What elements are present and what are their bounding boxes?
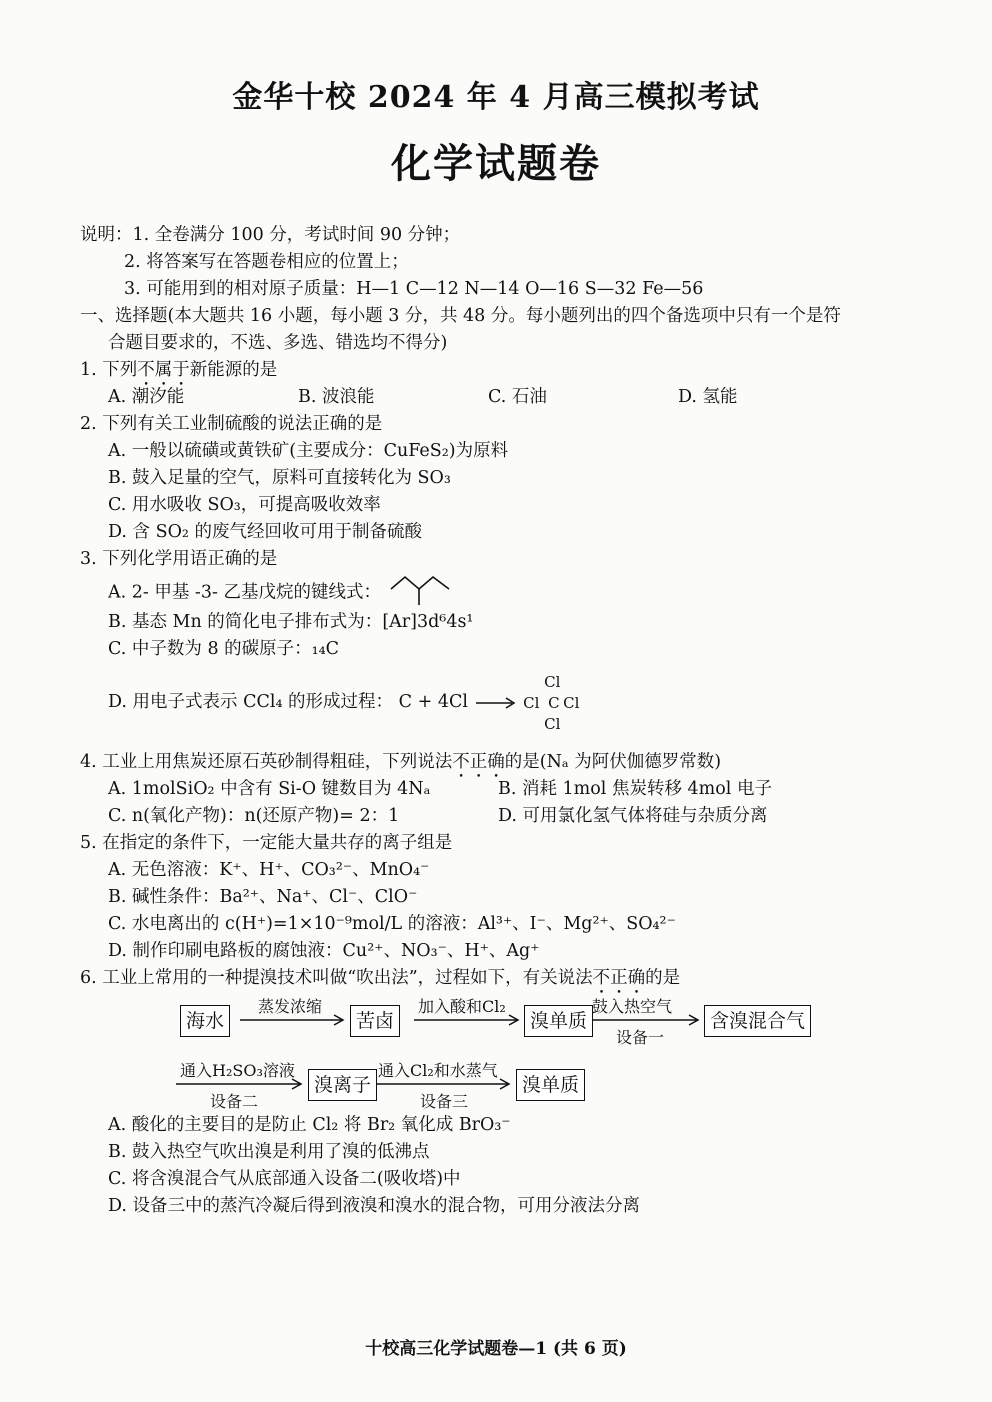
question-5-option-b: B. 碱性条件：Ba²⁺、Na⁺、Cl⁻、ClO⁻ <box>108 887 418 907</box>
question-6-option-a: A. 酸化的主要目的是防止 Cl₂ 将 Br₂ 氧化成 BrO₃⁻ <box>108 1115 511 1135</box>
flow-step-1: 蒸发浓缩 <box>258 997 323 1016</box>
question-3-stem: 3. 下列化学用语正确的是 <box>80 549 278 569</box>
option-c: C. n(氧化产物)：n(还原产物)= 2：1 <box>108 806 400 826</box>
flow-box-bittern: 苦卤 <box>350 1005 400 1037</box>
question-4-options-cd <box>80 803 940 830</box>
question-4-options-ab <box>80 776 940 803</box>
question-2-stem: 2. 下列有关工业制硫酸的说法正确的是 <box>80 414 383 434</box>
option-c: C. 石油 <box>488 387 547 407</box>
emphasis-text: 不正确 <box>592 968 646 988</box>
option-a: A. 潮汐能 <box>108 387 185 407</box>
flow-box-bromine-gas: 含溴混合气 <box>704 1005 811 1037</box>
question-3-option-b: B. 基态 Mn 的简化电子排布式为：[Ar]3d⁶4s¹ <box>108 612 474 632</box>
question-5-stem: 5. 在指定的条件下，一定能大量共存的离子组是 <box>80 833 453 853</box>
question-6-option-d: D. 设备三中的蒸汽冷凝后得到液溴和溴水的混合物，可用分液法分离 <box>108 1196 641 1216</box>
flow-box-bromine-1: 溴单质 <box>524 1005 593 1037</box>
section-heading-cont: 合题目要求的，不选、多选、错选均不得分) <box>108 333 448 353</box>
question-1-stem: 1. 下列不属于新能源的是 <box>80 360 278 380</box>
option-b: B. 波浪能 <box>298 387 375 407</box>
question-6-stem: 6. 工业上常用的一种提溴技术叫做“吹出法”，过程如下，有关说法不正确的是 <box>80 968 681 988</box>
exam-title: 金华十校 2024 年 4 月高三模拟考试 <box>232 80 760 115</box>
question-3-option-d: D. 用电子式表示 CCl₄ 的形成过程： C + 4Cl Cl Cl C Cl Cl <box>80 663 940 741</box>
question-2-option-d: D. 含 SO₂ 的废气经回收可用于制备硫酸 <box>108 522 423 542</box>
emphasis-text: 不属于 <box>137 360 190 380</box>
lewis-structure: Cl Cl C Cl Cl <box>523 672 580 733</box>
question-5-option-d: D. 制作印刷电路板的腐蚀液：Cu²⁺、NO₃⁻、H⁺、Ag⁺ <box>108 941 540 961</box>
question-5-option-a: A. 无色溶液：K⁺、H⁺、CO₃²⁻、MnO₄⁻ <box>108 860 430 880</box>
flow-step-3-bottom: 设备一 <box>616 1028 665 1047</box>
option-a: A. 1molSiO₂ 中含有 Si-O 键数目为 4Nₐ <box>108 779 431 799</box>
flow-step-4-bottom: 设备二 <box>210 1092 259 1111</box>
option-d: D. 可用氯化氢气体将硅与杂质分离 <box>498 806 768 826</box>
nuclide-symbol: ₁₄C <box>311 639 340 659</box>
flow-box-seawater: 海水 <box>180 1005 230 1037</box>
flow-box-bromide: 溴离子 <box>308 1069 377 1101</box>
question-3-option-a: A. 2- 甲基 -3- 乙基戊烷的键线式： <box>80 573 940 609</box>
flow-step-3-top: 鼓入热空气 <box>592 997 673 1016</box>
option-d: D. 氢能 <box>678 387 738 407</box>
instruction-1: 说明：1. 全卷满分 100 分，考试时间 90 分钟； <box>80 225 461 245</box>
flow-step-4-top: 通入H₂SO₃溶液 <box>180 1061 295 1080</box>
question-6-option-c: C. 将含溴混合气从底部通入设备二(吸收塔)中 <box>108 1169 461 1189</box>
question-5-option-c: C. 水电离出的 c(H⁺)=1×10⁻⁹mol/L 的溶液：Al³⁺、I⁻、Mg²⁺、SO₄²⁻ <box>108 914 676 934</box>
page-footer: 十校高三化学试题卷—1 (共 6 页) <box>365 1339 627 1359</box>
arrow-right-icon <box>474 696 518 710</box>
electron-config: [Ar]3d⁶4s¹ <box>382 612 474 632</box>
skeletal-formula-icon <box>387 573 457 613</box>
question-2-option-a: A. 一般以硫磺或黄铁矿(主要成分：CuFeS₂)为原料 <box>108 441 509 461</box>
emphasis-text: 不正确 <box>452 752 505 772</box>
question-4-stem: 4. 工业上用焦炭还原石英砂制得粗硅，下列说法不正确的是(Nₐ 为阿伏伽德罗常数) <box>80 752 722 772</box>
reaction-lhs: C + 4Cl <box>398 692 468 712</box>
section-heading: 一、选择题(本大题共 16 小题，每小题 3 分，共 48 分。每小题列出的四个备选项中只有一个是符 <box>80 306 841 326</box>
bromine-process-flowchart <box>80 997 940 1111</box>
flow-step-5-top: 通入Cl₂和水蒸气 <box>378 1061 498 1080</box>
question-2-option-c: C. 用水吸收 SO₃，可提高吸收效率 <box>108 495 381 515</box>
instruction-3: 3. 可能用到的相对原子质量：H—1 C—12 N—14 O—16 S—32 Fe—56 <box>124 279 704 299</box>
question-6-option-b: B. 鼓入热空气吹出溴是利用了溴的低沸点 <box>108 1142 430 1162</box>
option-b: B. 消耗 1mol 焦炭转移 4mol 电子 <box>498 779 772 799</box>
instruction-2: 2. 将答案写在答题卷相应的位置上； <box>124 252 409 272</box>
exam-content <box>80 222 940 1220</box>
question-3-option-c: C. 中子数为 8 的碳原子：₁₄C <box>108 639 340 659</box>
question-1-options <box>80 384 940 411</box>
flow-step-2: 加入酸和Cl₂ <box>418 997 506 1016</box>
flow-box-bromine-2: 溴单质 <box>516 1069 585 1101</box>
question-2-option-b: B. 鼓入足量的空气，原料可直接转化为 SO₃ <box>108 468 451 488</box>
exam-subject-title: 化学试题卷 <box>391 140 601 187</box>
flow-step-5-bottom: 设备三 <box>420 1092 469 1111</box>
